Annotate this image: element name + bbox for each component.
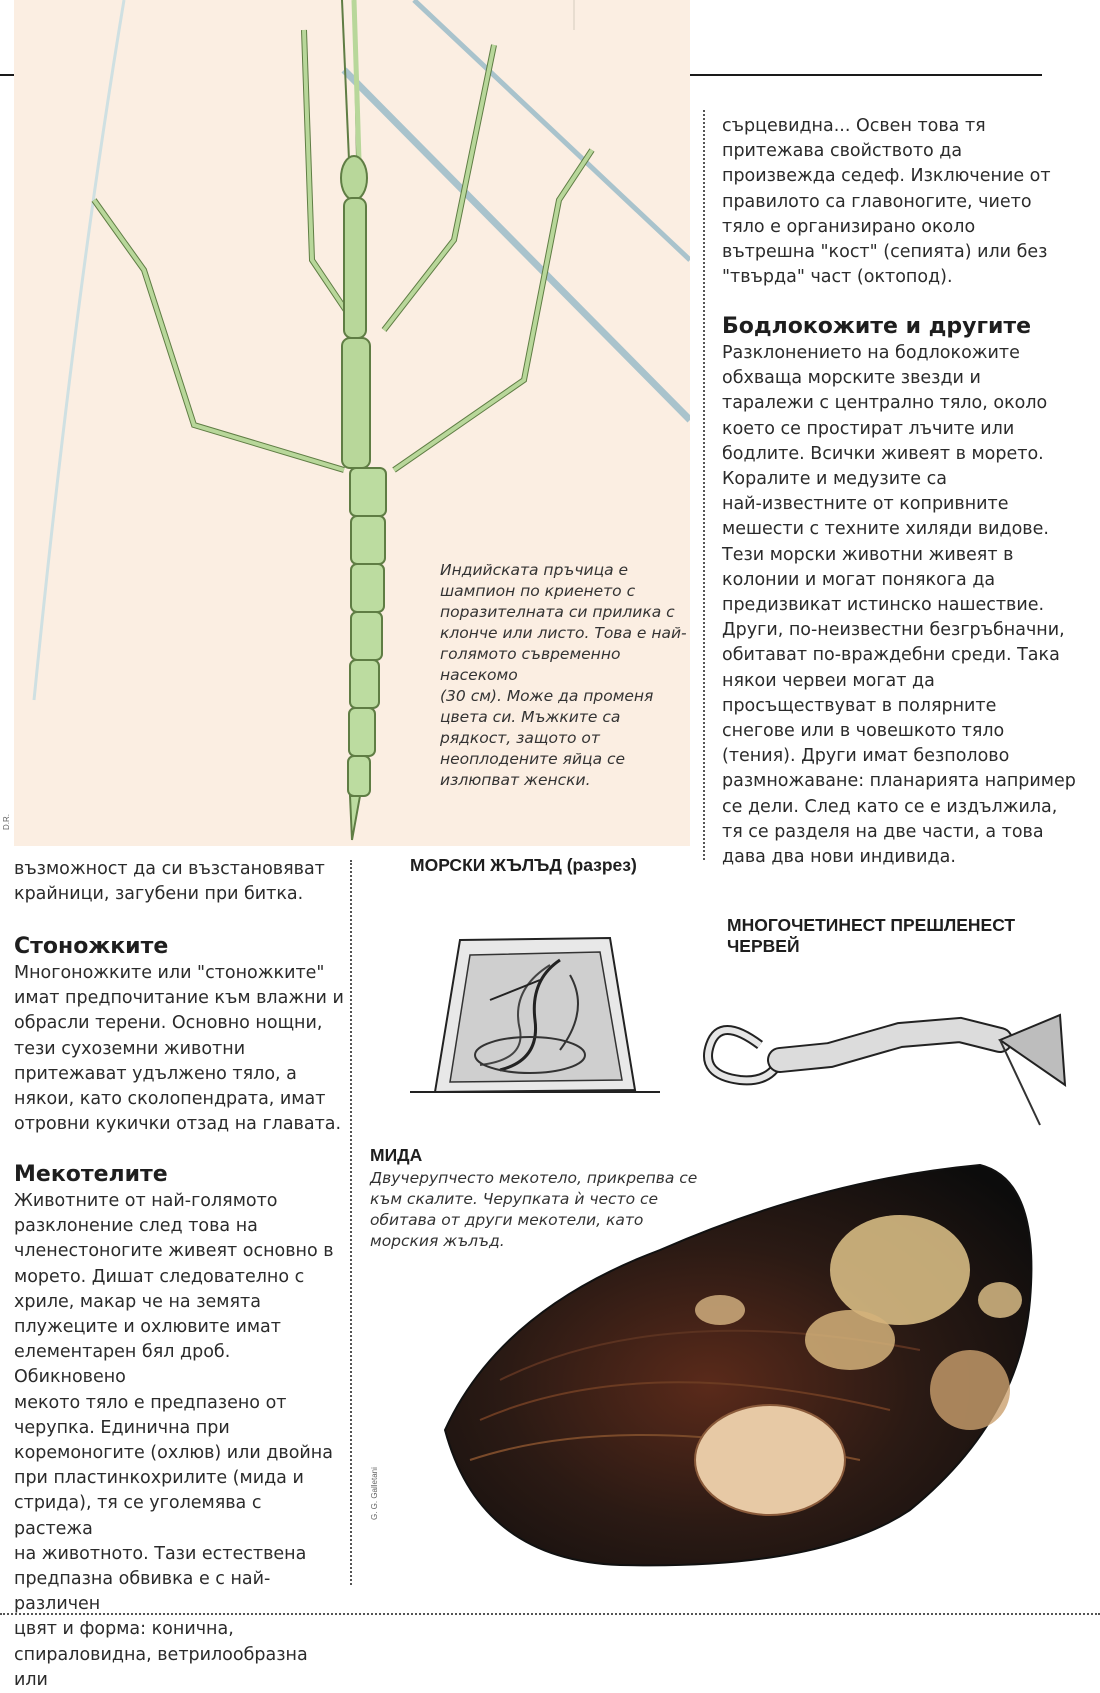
centipedes-text: Многоножките или "стоножките" имат предпочитание към влажни и обрасли терени. Основно нощни, тези сухоземни животни притежават удължено тяло, а някои, като сколопендрата, имат отровни кукички отзад на главата. xyxy=(14,963,344,1135)
mussel-illustration xyxy=(440,1160,1060,1580)
stick-insect-caption: Индийската пръчица е шампион по криенето с поразителната си прилика с клонче или листо. Това е най- голямото съвременно насекомо (30 см). Може да променя цвета си. Мъжките са рядкост, защото от неоплодените яйца се излюпват женски. xyxy=(440,561,687,789)
centipedes-heading: Стоножките xyxy=(14,934,169,959)
top-rule-right xyxy=(690,74,1042,76)
barnacle-illustration xyxy=(410,920,660,1100)
echinoderms-heading: Бодлокожите и другите xyxy=(722,314,1032,339)
stick-insect-panel xyxy=(14,0,690,846)
molluscs-text: Животните от най-голямото разклонение след това на членестоногите живеят основно в морето. Дишат следователно с хриле, макар че на земята плужеците и охлювите имат елементарен бял дроб. Обикновено мекото тяло е предпазено от черупка. Единична при коремоногите (охлюв) или двойна при пластинкохрилите (мида и стрида), тя се уголемява с растежа на животното. Тази естествена предпазна обвивка е с най-различен цвят и форма: конична, спираловидна, ветрилообразна или xyxy=(14,1191,334,1690)
mussel-caption: Двучерупчесто мекотело, прикрепва се към скалите. Черупката ѝ често се обитава от други мекотели, като морския жълъд. xyxy=(370,1169,698,1250)
barnacle-label: МОРСКИ ЖЪЛЪД (разрез) xyxy=(410,855,637,875)
right-column-divider xyxy=(703,110,705,860)
stick-insect-credit: D.R. xyxy=(2,814,11,830)
echinoderms-text: Разклонението на бодлокожите обхваща морските звезди и таралежи с централно тяло, около което се простират лъчите или бодлите. Всички живеят в морето. Коралите и медузите са най-известните от копривните мешести с техните хиляди видове. Тези морски животни живеят в колонии и могат понякога да предизвикат истинско нашествие. Други, по-неизвестни безгръбначни, обитават по-враждебни среди. Така някои червеи могат да просъществуват в полярните снегове или в човешкото тяло (тения). Други имат безполово размножаване: планарията например се дели. След като се е издължила, тя се разделя на две части, а това дава два нови индивида. xyxy=(722,343,1076,868)
left-column-continuation: възможност да си възстановяват крайници, загубени при битка. xyxy=(14,859,325,905)
top-rule-left xyxy=(0,74,14,76)
worm-illustration xyxy=(700,985,1070,1145)
right-column-intro: сърцевидна... Освен това тя притежава свойството да произвежда седеф. Изключение от правилото са главоногите, чието тяло е организирано около вътрешна "кост" (сепията) или без "твърда" част (октопод). xyxy=(722,116,1051,288)
left-column-divider xyxy=(350,860,352,1585)
mussel-credit: G. G. Galletani xyxy=(370,1467,379,1520)
worm-label: МНОГОЧЕТИНЕСТ ПРЕШЛЕНЕСТ ЧЕРВЕЙ xyxy=(727,915,1016,956)
bottom-rule xyxy=(0,1613,1100,1615)
mussel-label: МИДА xyxy=(370,1145,423,1165)
molluscs-heading: Мекотелите xyxy=(14,1162,168,1187)
